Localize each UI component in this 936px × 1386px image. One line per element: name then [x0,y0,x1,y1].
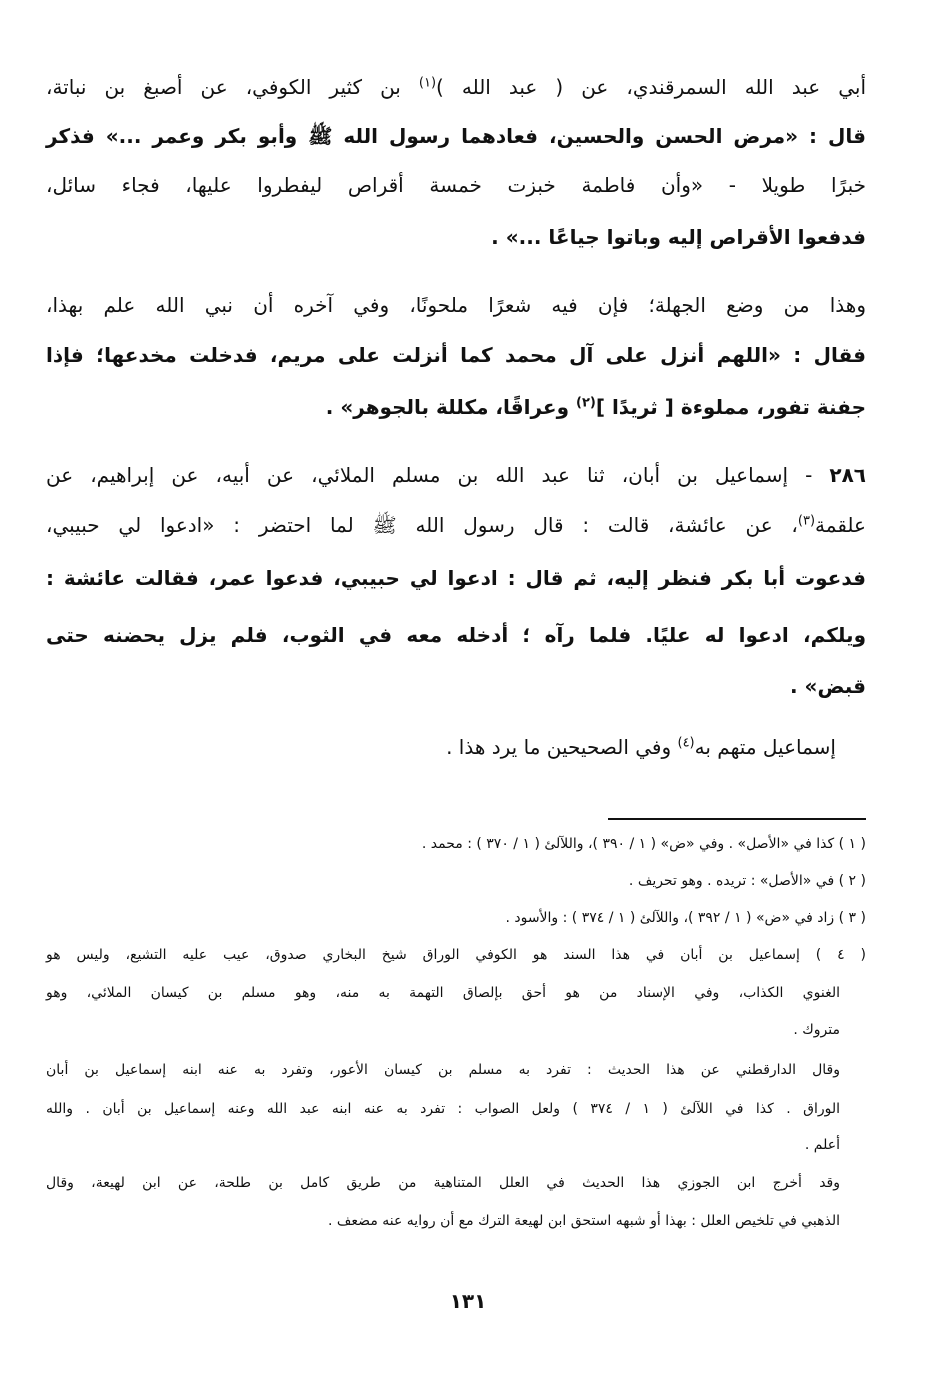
body-line-2: قال : «مرض الحسن والحسين، فعادهما رسول الله ﷺ وأبو بكر وعمر ...» فذكر [46,124,866,148]
footnote-4-line-8: الذهبي في تلخيص العلل : بهذا أو شبهه استحق ابن لهيعة الترك مع أن روايه عنه مضعف . [328,1213,840,1229]
hadith-number: ٢٨٦ [829,463,867,487]
body-line-9-head: علقمة [815,513,866,537]
body-line-4: فدفعوا الأقراص إليه وباتوا جياعًا ...» . [491,225,866,249]
footnote-4-line-1: ( ٤ ) إسماعيل بن أبان في هذا السند هو الكوفي الوراق شيخ البخاري صدوق، عيب عليه التشيع، وليس هو [46,947,866,963]
body-line-13 [46,732,836,762]
footnote-divider [608,818,866,820]
footnote-3: ( ٣ ) زاد في «ض» ( ١ / ٣٩٢ )، واللآلئ ( ١ / ٣٧٤ ) : والأسود . [505,910,866,926]
footnote-4-line-5: الوراق . كذا في اللآلئ ( ١ / ٣٧٤ ) ولعل الصواب : تفرد به عنه ابنه عبد الله وعنه إسماعيل بن أبان . والله [46,1101,840,1117]
footnote-1: ( ١ ) كذا في «الأصل» . وفي «ض» ( ١ / ٣٩٠ )، واللآلئ ( ١ / ٣٧٠ ) : محمد . [421,836,866,852]
page-number: ١٣١ [449,1289,487,1313]
body-line-9-mid: ، عن عائشة، قالت : قال رسول الله ﷺ لما احتضر : «ادعوا لي حبيبي، [46,513,798,537]
footnote-4-line-2: الغنوي الكذاب، وفي الإسناد من هو أحق بإلصاق التهمة به منه، وهو مسلم بن كيسان الملائي، وهو [46,985,840,1001]
body-line-1 [46,72,866,102]
body-line-1-head: أبي عبد الله السمرقندي، عن ( عبد الله ) [436,75,866,99]
footnote-marker-2: (٢) [576,395,596,411]
body-line-10: فدعوت أبا بكر فنظر إليه، ثم قال : ادعوا لي حبيبي، فدعوا عمر، فقالت عائشة : [46,566,866,590]
body-line-8 [46,460,866,490]
footnote-2: ( ٢ ) في «الأصل» : تريده . وهو تحريف . [628,873,866,889]
body-line-7 [46,392,866,422]
footnote-4-line-6: أعلم . [804,1137,840,1153]
body-line-7-head: جفنة تفور، مملوءة [ ثريدًا ] [595,395,866,419]
body-line-9 [46,510,866,540]
footnote-marker-1: (١) [418,75,437,91]
body-line-13-head: إسماعيل متهم به [694,735,836,759]
footnote-4-line-4: وقال الدارقطني عن هذا الحديث : تفرد به مسلم بن كيسان الأعور، وتفرد به عنه ابنه إسماعيل بن أبان [46,1062,840,1078]
body-line-11: ويلكم، ادعوا له عليًا. فلما رآه ؛ أدخله معه في الثوب، فلم يزل يحضنه حتى [46,623,866,647]
footnote-4-line-7: وقد أخرج ابن الجوزي هذا الحديث في العلل المتناهية من طريق كامل بن طلحة، عن ابن لهيعة، وقال [46,1175,840,1191]
footnote-marker-3: (٣) [797,513,816,529]
body-line-5: وهذا من وضع الجهلة؛ فإن فيه شعرًا ملحونًا، وفي آخره أن نبي الله علم بهذا، [46,293,866,317]
footnote-marker-4: (٤) [677,735,695,751]
body-line-6: فقال : «اللهم أنزل على آل محمد كما أنزلت على مريم، فدخلت مخدعها؛ فإذا [46,343,866,367]
body-line-12: قبض» . [789,674,866,698]
body-line-1-tail: بن كثير الكوفي، عن أصبغ بن نباتة، [46,75,401,99]
body-line-3: خبرًا طويلا - «وأن فاطمة خبزت خمسة أقراص ليفطروا عليها، فجاء سائل، [46,173,866,197]
footnote-4-line-3: متروك . [793,1022,840,1038]
body-line-13-tail: وفي الصحيحين ما يرد هذا . [446,735,672,759]
body-line-7-tail: وعراقًا، مكللة بالجوهر» . [325,395,570,419]
body-line-8-text: - إسماعيل بن أبان، ثنا عبد الله بن مسلم الملائي، عن أبيه، عن إبراهيم، عن [46,463,813,487]
